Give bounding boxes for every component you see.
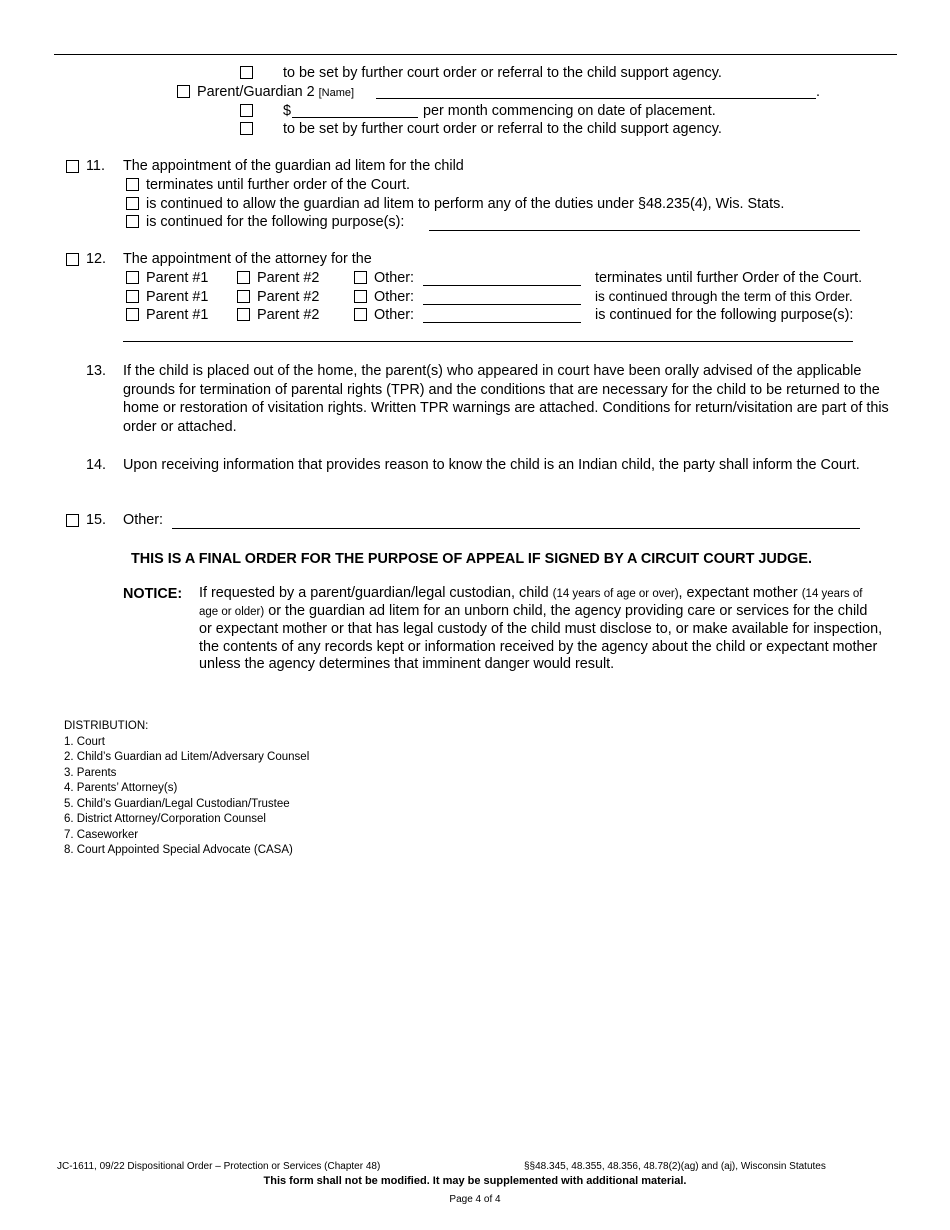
top-rule: [54, 54, 897, 55]
gal-continued-purpose-text: is continued for the following purpose(s):: [146, 214, 405, 230]
name-period: .: [816, 84, 820, 100]
attorney-continued-term-parent1-checkbox[interactable]: [126, 290, 139, 303]
section-15-other-field[interactable]: [172, 528, 860, 529]
attorney-terminates-text: terminates until further Order of the Court.: [595, 270, 863, 286]
parent-guardian-2-checkbox[interactable]: [177, 85, 190, 98]
child-support-further-order-text-2: to be set by further court order or referral to the child support agency.: [283, 121, 722, 137]
distribution-item: 4. Parents’ Attorney(s): [64, 782, 178, 794]
attorney-purpose-field[interactable]: [123, 341, 853, 342]
parent-guardian-2-label: Parent/Guardian 2 [Name]: [197, 84, 355, 100]
section-13-number: 13.: [86, 363, 107, 379]
section-13-text: If the child is placed out of the home, the parent(s) who appeared in court have been orally advised of the applicable grounds for termination of parental rights (TPR) and the conditions that are necessary for the child to be returned to the home or restoration of visitation rights. Written TPR warnings are attached. Conditions for return/visitation are part of this order or attached.: [123, 363, 889, 436]
attorney-continued-purpose-parent1-label: Parent #1: [146, 307, 209, 323]
section-14-text: Upon receiving information that provides reason to know the child is an Indian child, the party shall inform the Court.: [123, 457, 860, 473]
gal-terminates-text: terminates until further order of the Court.: [146, 177, 410, 193]
attorney-terminates-other-label: Other:: [374, 270, 414, 286]
footer-notice: This form shall not be modified. It may be supplemented with additional material.: [263, 1175, 687, 1187]
attorney-continued-term-other-checkbox[interactable]: [354, 290, 367, 303]
attorney-continued-purpose-other-field[interactable]: [423, 322, 581, 323]
attorney-terminates-other-field[interactable]: [423, 285, 581, 286]
parent-guardian-2-name-field[interactable]: [376, 98, 816, 99]
attorney-continued-purpose-other-label: Other:: [374, 307, 414, 323]
section-12-title: The appointment of the attorney for the: [123, 251, 372, 267]
footer-statutes: §§48.345, 48.355, 48.356, 48.78(2)(ag) and (aj), Wisconsin Statutes: [524, 1161, 826, 1172]
notice-text: If requested by a parent/guardian/legal custodian, child (14 years of age or over), expectant mother (14 years of age or older) or the guardian ad litem for an unborn child, the agency providing care or services for the child or expectant mother or that has legal custody of the child must disclose to, or make available for inspection, the contents of any records kept or information received by the agency about the child or expectant mother unless the agency determines that imminent danger would result.: [199, 585, 883, 672]
attorney-terminates-parent2-label: Parent #2: [257, 270, 320, 286]
section-11-checkbox[interactable]: [66, 160, 79, 173]
attorney-continued-term-other-label: Other:: [374, 289, 414, 305]
attorney-continued-term-parent2-label: Parent #2: [257, 289, 320, 305]
child-support-further-order-text-1: to be set by further court order or referral to the child support agency.: [283, 65, 722, 81]
attorney-continued-purpose-parent1-checkbox[interactable]: [126, 308, 139, 321]
monthly-amount-checkbox[interactable]: [240, 104, 253, 117]
section-11-title: The appointment of the guardian ad litem for the child: [123, 158, 464, 174]
attorney-continued-term-parent1-label: Parent #1: [146, 289, 209, 305]
section-15-number: 15.: [86, 512, 107, 528]
attorney-terminates-parent1-checkbox[interactable]: [126, 271, 139, 284]
attorney-continued-purpose-parent2-checkbox[interactable]: [237, 308, 250, 321]
attorney-continued-term-text: is continued through the term of this Order.: [595, 289, 853, 304]
gal-continued-duties-checkbox[interactable]: [126, 197, 139, 210]
child-support-further-order-checkbox-2[interactable]: [240, 122, 253, 135]
notice-label: NOTICE:: [123, 586, 183, 602]
final-order-statement: THIS IS A FINAL ORDER FOR THE PURPOSE OF APPEAL IF SIGNED BY A CIRCUIT COURT JUDGE.: [131, 551, 812, 567]
gal-continued-purpose-checkbox[interactable]: [126, 215, 139, 228]
dollar-sign: $: [283, 103, 292, 119]
name-hint: [Name]: [318, 87, 355, 99]
section-15-label: Other:: [123, 512, 163, 528]
distribution-item: 3. Parents: [64, 766, 117, 779]
distribution-item: 8. Court Appointed Special Advocate (CASA): [64, 844, 293, 856]
attorney-terminates-other-checkbox[interactable]: [354, 271, 367, 284]
gal-continued-duties-text: is continued to allow the guardian ad litem to perform any of the duties under §48.235(4), Wis. Stats.: [146, 196, 785, 212]
footer-page-number: Page 4 of 4: [449, 1194, 501, 1205]
distribution-list: [64, 719, 309, 859]
attorney-continued-purpose-other-checkbox[interactable]: [354, 308, 367, 321]
distribution-title: DISTRIBUTION:: [64, 720, 149, 732]
attorney-continued-purpose-text: is continued for the following purpose(s):: [595, 307, 854, 323]
distribution-item: 5. Child’s Guardian/Legal Custodian/Trustee: [64, 797, 290, 810]
attorney-terminates-parent2-checkbox[interactable]: [237, 271, 250, 284]
section-11-number: 11.: [86, 158, 105, 174]
section-12-checkbox[interactable]: [66, 253, 79, 266]
attorney-continued-term-other-field[interactable]: [423, 304, 581, 305]
attorney-continued-purpose-parent2-label: Parent #2: [257, 307, 320, 323]
footer-form-id: JC-1611, 09/22 Dispositional Order – Protection or Services (Chapter 48): [57, 1161, 381, 1172]
distribution-item: 1. Court: [64, 735, 105, 748]
section-12-number: 12.: [86, 251, 107, 267]
per-month-text: per month commencing on date of placement.: [423, 103, 716, 119]
section-14-number: 14.: [86, 457, 107, 473]
distribution-item: 6. District Attorney/Corporation Counsel: [64, 813, 266, 825]
attorney-terminates-parent1-label: Parent #1: [146, 270, 209, 286]
distribution-item: 2. Child’s Guardian ad Litem/Adversary Counsel: [64, 751, 310, 763]
attorney-continued-term-parent2-checkbox[interactable]: [237, 290, 250, 303]
child-support-further-order-checkbox-1[interactable]: [240, 66, 253, 79]
gal-terminates-checkbox[interactable]: [126, 178, 139, 191]
gal-purpose-field[interactable]: [429, 230, 860, 231]
distribution-item: 7. Caseworker: [64, 828, 139, 841]
section-15-checkbox[interactable]: [66, 514, 79, 527]
monthly-amount-field[interactable]: [292, 117, 418, 118]
